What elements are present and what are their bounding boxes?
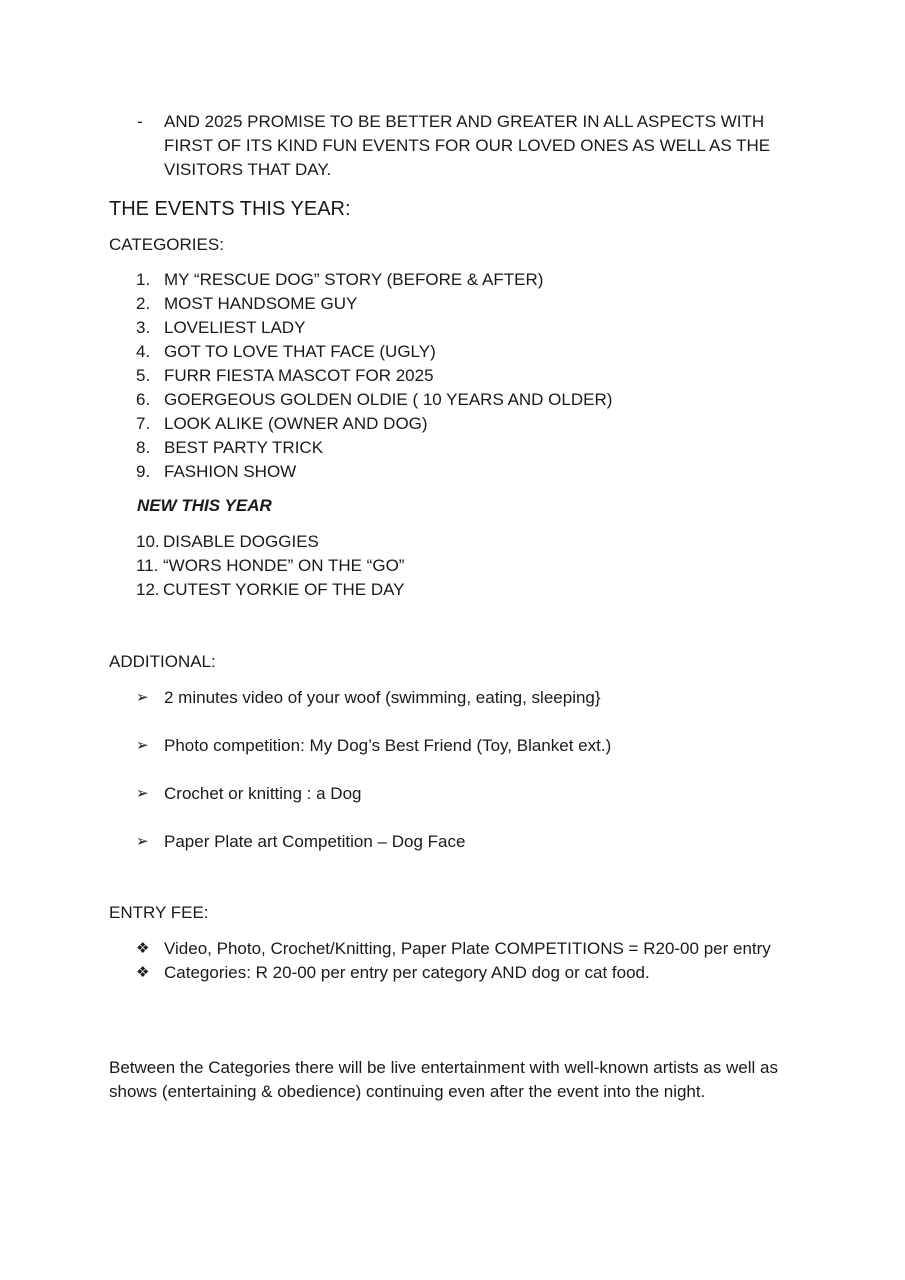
list-label: LOVELIEST LADY xyxy=(164,318,306,337)
list-label: DISABLE DOGGIES xyxy=(163,532,319,551)
list-number: 3. xyxy=(136,318,151,337)
list-label: GOERGEOUS GOLDEN OLDIE ( 10 YEARS AND OLDER) xyxy=(164,390,613,409)
list-label: FASHION SHOW xyxy=(164,462,297,481)
categories-heading: CATEGORIES: xyxy=(109,235,224,254)
list-number: 10. xyxy=(136,532,160,551)
list-label: Categories: R 20-00 per entry per category AND dog or cat food. xyxy=(164,963,650,982)
intro-line: AND 2025 PROMISE TO BE BETTER AND GREATER IN ALL ASPECTS WITH xyxy=(164,112,765,131)
list-label: Crochet or knitting : a Dog xyxy=(164,784,362,803)
intro-text xyxy=(164,110,804,182)
list-number: 6. xyxy=(136,390,151,409)
list-label: MOST HANDSOME GUY xyxy=(164,294,358,313)
arrow-bullet-icon: ➢ xyxy=(136,737,149,754)
list-label: 2 minutes video of your woof (swimming, eating, sleeping} xyxy=(164,688,601,707)
arrow-bullet-icon: ➢ xyxy=(136,833,149,850)
list-number: 1. xyxy=(136,270,151,289)
new-this-year-heading: NEW THIS YEAR xyxy=(137,496,272,515)
list-label: LOOK ALIKE (OWNER AND DOG) xyxy=(164,414,428,433)
diamond-bullet-icon: ❖ xyxy=(136,964,150,981)
dash-marker: - xyxy=(137,112,143,131)
list-label: BEST PARTY TRICK xyxy=(164,438,324,457)
intro-line: FIRST OF ITS KIND FUN EVENTS FOR OUR LOVED ONES AS WELL AS THE xyxy=(164,136,771,155)
list-label: Video, Photo, Crochet/Knitting, Paper Plate COMPETITIONS = R20-00 per entry xyxy=(164,939,771,958)
list-item xyxy=(109,961,809,985)
list-label: CUTEST YORKIE OF THE DAY xyxy=(163,580,405,599)
list-number: 7. xyxy=(136,414,151,433)
list-label: FURR FIESTA MASCOT FOR 2025 xyxy=(164,366,434,385)
list-number: 12. xyxy=(136,580,160,599)
list-number: 11. xyxy=(136,556,159,575)
arrow-bullet-icon: ➢ xyxy=(136,785,149,802)
list-label: “WORS HONDE” ON THE “GO” xyxy=(163,556,405,575)
list-number: 5. xyxy=(136,366,151,385)
list-number: 2. xyxy=(136,294,151,313)
events-heading: THE EVENTS THIS YEAR: xyxy=(109,198,351,220)
diamond-bullet-icon: ❖ xyxy=(136,940,150,957)
intro-line: VISITORS THAT DAY. xyxy=(164,160,332,179)
arrow-bullet-icon: ➢ xyxy=(136,689,149,706)
list-number: 4. xyxy=(136,342,151,361)
list-label: GOT TO LOVE THAT FACE (UGLY) xyxy=(164,342,436,361)
list-number: 8. xyxy=(136,438,151,457)
list-label: MY “RESCUE DOG” STORY (BEFORE & AFTER) xyxy=(164,270,544,289)
list-label: Photo competition: My Dog’s Best Friend (Toy, Blanket ext.) xyxy=(164,736,612,755)
list-item xyxy=(109,937,809,961)
entry-fee-heading: ENTRY FEE: xyxy=(109,903,209,922)
list-label: Paper Plate art Competition – Dog Face xyxy=(164,832,466,851)
entry-fee-list xyxy=(109,937,809,985)
additional-heading: ADDITIONAL: xyxy=(109,652,216,671)
closing-paragraph: Between the Categories there will be live entertainment with well-known artists as well as shows (entertaining & obedience) continuing even after the event into the night. xyxy=(109,1058,778,1101)
list-number: 9. xyxy=(136,462,151,481)
